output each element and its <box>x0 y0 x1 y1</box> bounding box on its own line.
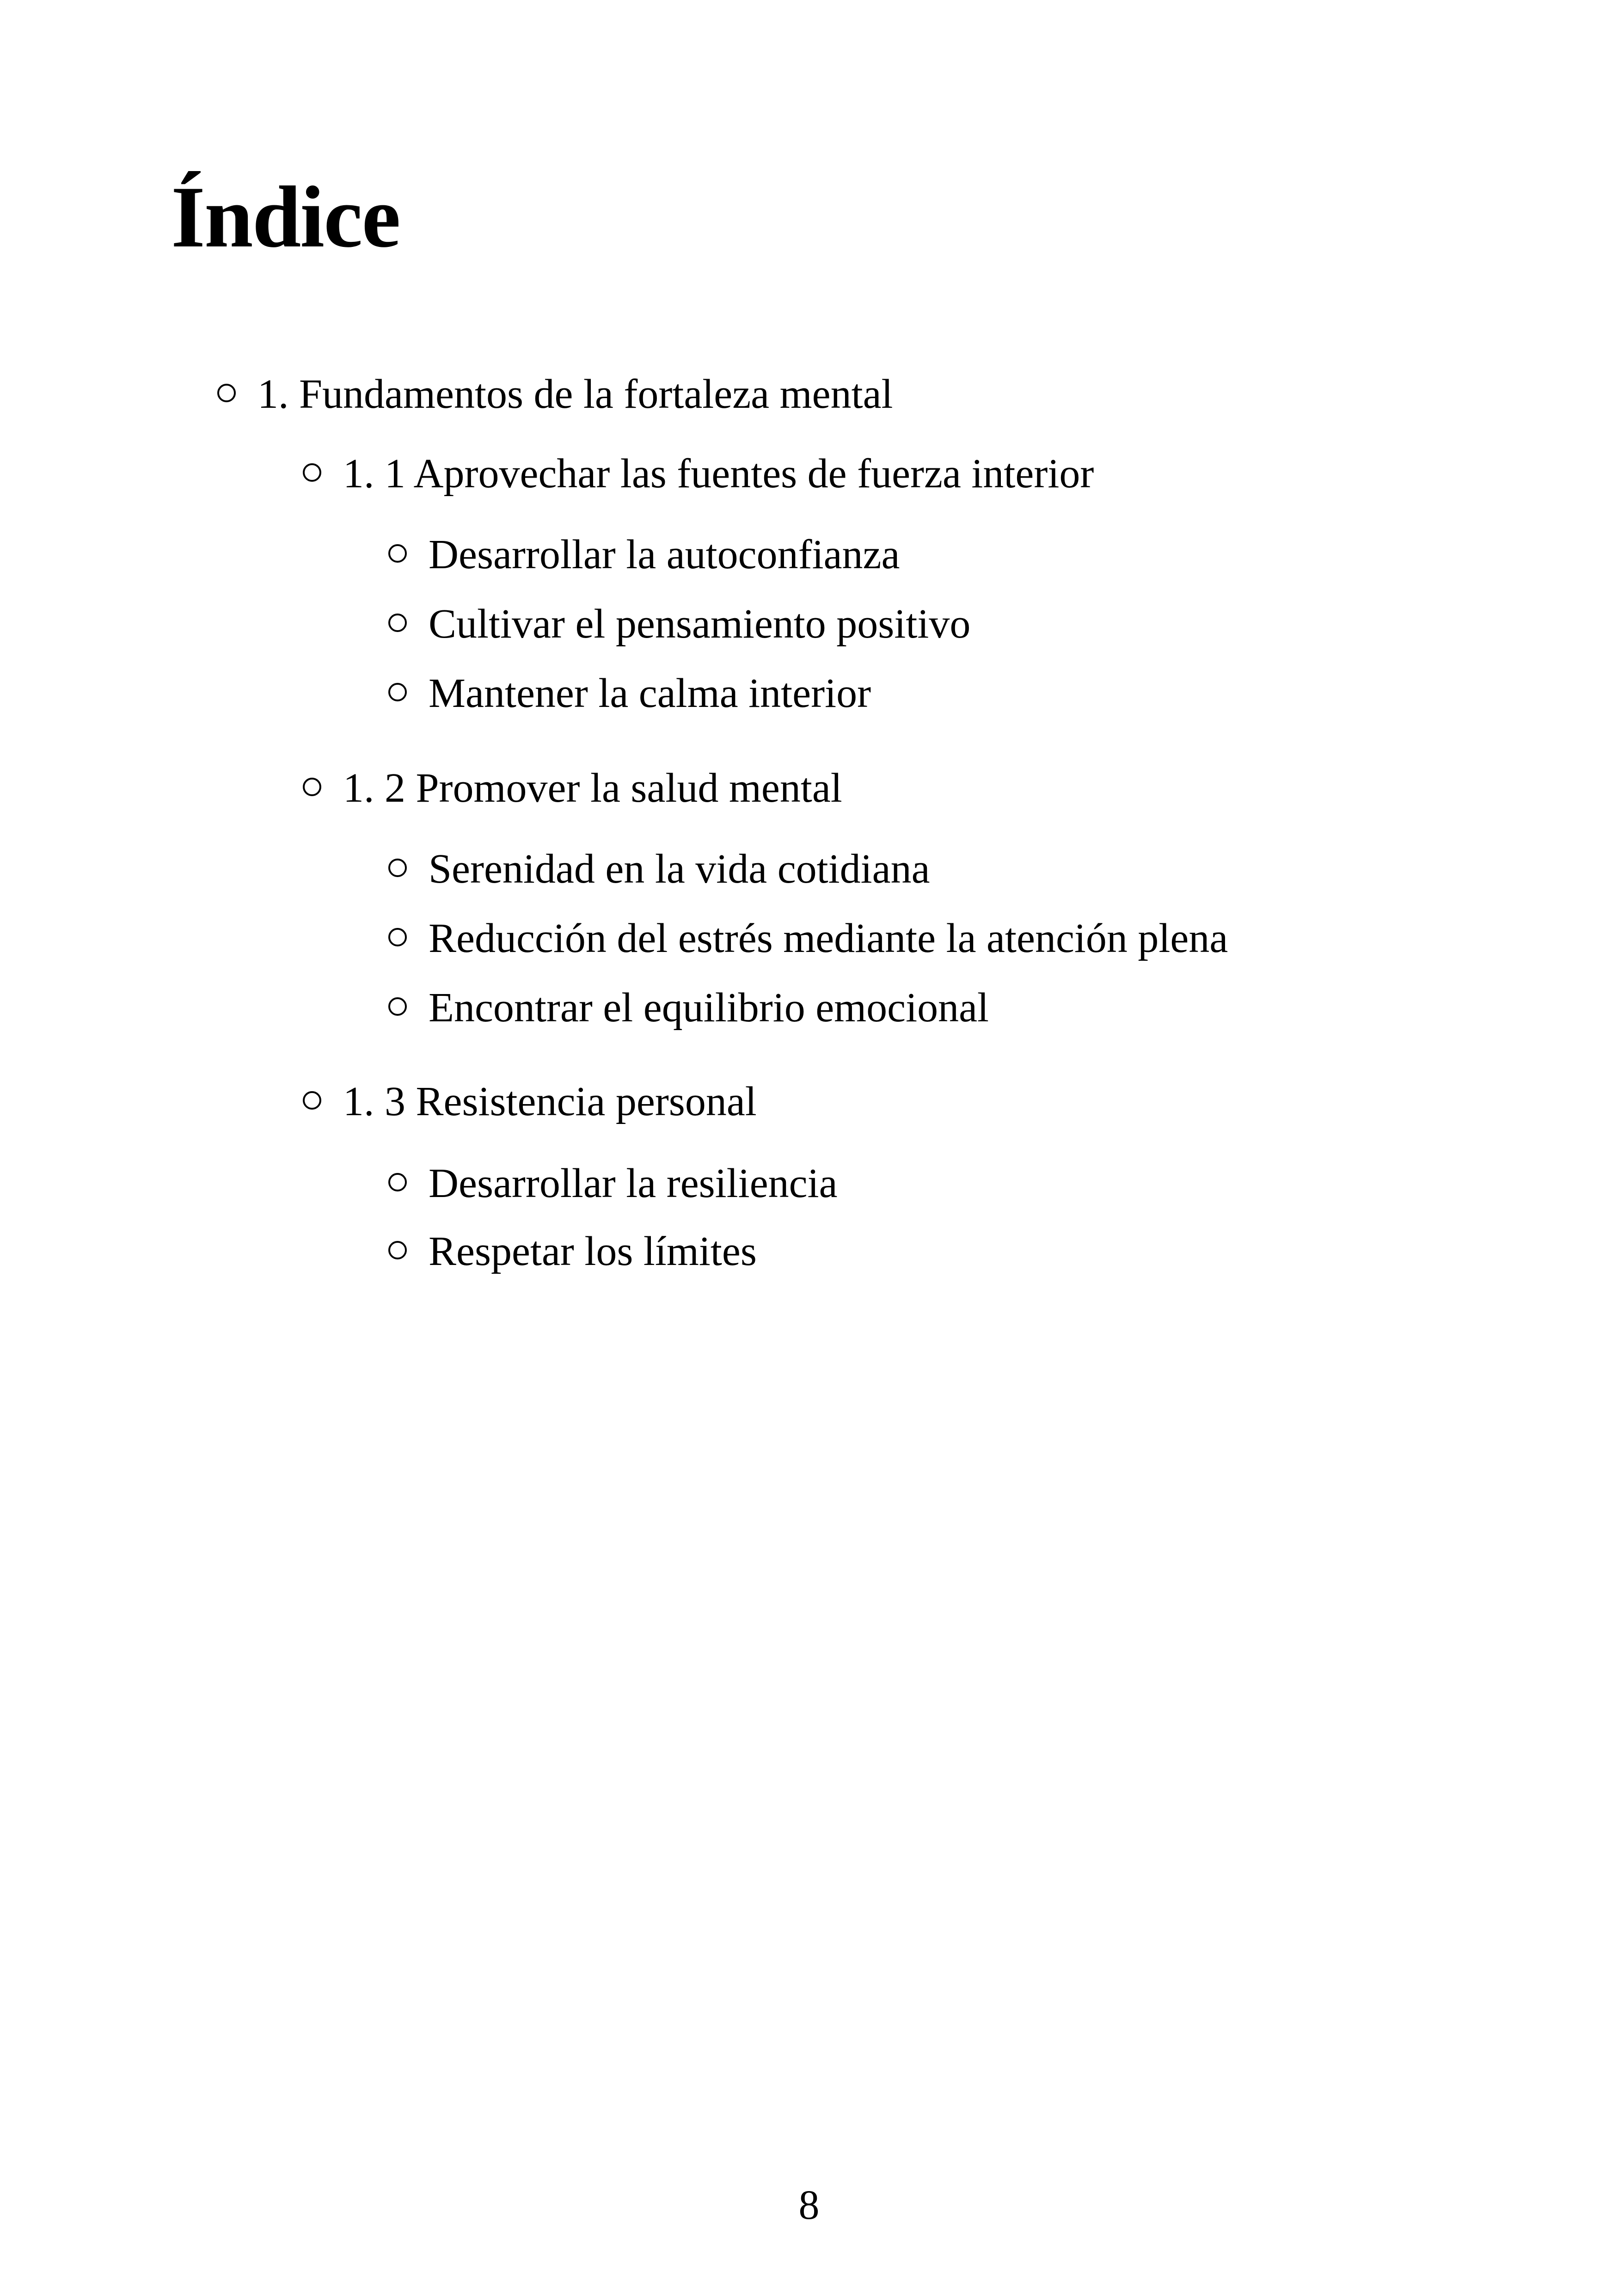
circle-bullet-icon <box>388 614 407 632</box>
circle-bullet-icon <box>388 1241 407 1259</box>
circle-bullet-icon <box>303 1091 321 1110</box>
toc-item-label: Respetar los límites <box>429 1228 757 1274</box>
toc-item <box>388 848 930 890</box>
toc-chapter-label: 1. Fundamentos de la fortaleza mental <box>257 371 893 417</box>
toc-section-label: 1. 1 Aprovechar las fuentes de fuerza interior <box>343 451 1094 497</box>
toc-item-label: Desarrollar la resiliencia <box>429 1160 838 1206</box>
toc-item-label: Desarrollar la autoconfianza <box>429 532 900 577</box>
toc-item <box>388 1228 757 1274</box>
page-number: 8 <box>798 2182 820 2228</box>
toc-item <box>388 534 900 576</box>
circle-bullet-icon <box>388 544 407 563</box>
toc-chapter <box>217 371 893 417</box>
toc-item <box>388 915 1228 961</box>
toc-section <box>303 767 842 809</box>
toc-section <box>303 1081 757 1123</box>
toc-item-label: Serenidad en la vida cotidiana <box>429 846 930 892</box>
toc-item <box>388 987 989 1029</box>
circle-bullet-icon <box>388 683 407 701</box>
page-title: Índice <box>171 169 400 266</box>
circle-bullet-icon <box>303 463 321 482</box>
toc-section-label: 1. 2 Promover la salud mental <box>343 765 842 811</box>
circle-bullet-icon <box>388 997 407 1016</box>
toc-item-label: Reducción del estrés mediante la atención plena <box>429 915 1228 961</box>
circle-bullet-icon <box>303 778 321 796</box>
toc-item-label: Mantener la calma interior <box>429 670 871 716</box>
toc-item-label: Encontrar el equilibrio emocional <box>429 985 989 1031</box>
circle-bullet-icon <box>217 384 236 402</box>
toc-item <box>388 1160 838 1206</box>
toc-section-label: 1. 3 Resistencia personal <box>343 1079 757 1124</box>
toc-item <box>388 670 871 716</box>
toc-section <box>303 453 1094 495</box>
toc-item-label: Cultivar el pensamiento positivo <box>429 601 971 647</box>
circle-bullet-icon <box>388 859 407 877</box>
circle-bullet-icon <box>388 928 407 946</box>
toc-item <box>388 603 970 645</box>
circle-bullet-icon <box>388 1173 407 1191</box>
